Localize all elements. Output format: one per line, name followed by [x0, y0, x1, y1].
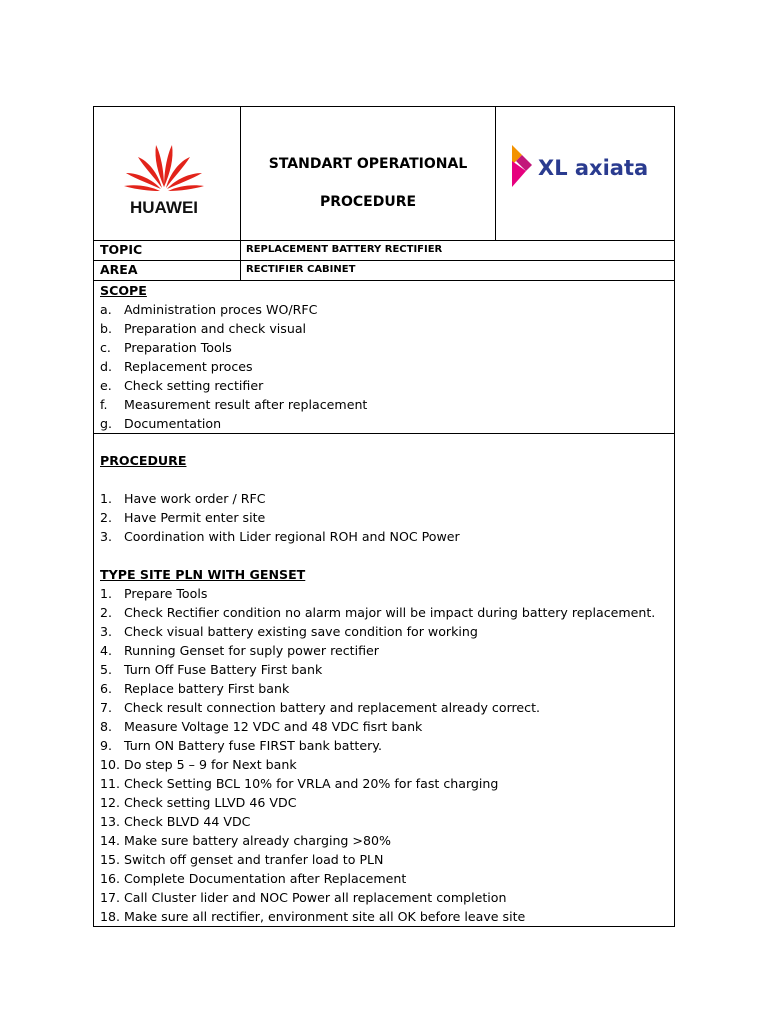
genset-list-item: [100, 736, 655, 755]
scope-list-item: [100, 300, 367, 319]
scope-list-item: [100, 414, 367, 433]
genset-list-item: [100, 622, 655, 641]
procedure-list-item: [100, 508, 655, 527]
list-marker: 2.: [100, 605, 113, 620]
list-text: Administration proces WO/RFC: [124, 302, 318, 317]
genset-list-item: [100, 793, 655, 812]
huawei-petals-icon: [124, 145, 204, 191]
list-text: Call Cluster lider and NOC Power all replacement completion: [124, 890, 507, 905]
area-label: AREA: [100, 262, 138, 277]
list-marker: 6.: [100, 681, 113, 696]
scope-list: [100, 281, 367, 433]
list-marker: 3.: [100, 624, 113, 639]
list-text: Preparation Tools: [124, 340, 232, 355]
document-title: [241, 107, 495, 241]
genset-heading: TYPE SITE PLN WITH GENSET: [100, 567, 306, 582]
area-row: [94, 261, 674, 281]
list-text: Check setting rectifier: [124, 378, 264, 393]
xl-mark-icon: [512, 145, 532, 187]
huawei-logo: [114, 129, 214, 219]
genset-list-item: [100, 755, 655, 774]
genset-list-item: [100, 660, 655, 679]
procedure-list-item: [100, 527, 655, 546]
procedure-list-item: [100, 489, 655, 508]
list-text: Switch off genset and tranfer load to PLN: [124, 852, 384, 867]
list-text: Check Rectifier condition no alarm major will be impact during battery replacement.: [124, 605, 656, 620]
list-marker: 2.: [100, 510, 113, 525]
divider: [495, 107, 496, 240]
genset-list-item: [100, 717, 655, 736]
list-text: Have work order / RFC: [124, 491, 266, 506]
huawei-wordmark: HUAWEI: [130, 198, 198, 217]
list-marker: 18.: [100, 909, 121, 924]
genset-list-item: [100, 850, 655, 869]
xl-axiata-logo: [508, 143, 658, 193]
genset-list-item: [100, 812, 655, 831]
list-text: Check result connection battery and replacement already correct.: [124, 700, 541, 715]
topic-row: [94, 241, 674, 261]
procedure-section: [100, 451, 655, 926]
list-marker: 1.: [100, 491, 113, 506]
topic-label: TOPIC: [100, 242, 143, 257]
list-text: Check visual battery existing save condition for working: [124, 624, 478, 639]
list-text: Have Permit enter site: [124, 510, 266, 525]
list-text: Complete Documentation after Replacement: [124, 871, 407, 886]
genset-list-item: [100, 907, 655, 926]
list-text: Replace battery First bank: [124, 681, 290, 696]
genset-list-item: [100, 641, 655, 660]
area-value: RECTIFIER CABINET: [246, 264, 356, 275]
scope-row: [94, 281, 674, 434]
list-text: Documentation: [124, 416, 222, 431]
list-marker: 13.: [100, 814, 121, 829]
list-marker: 9.: [100, 738, 113, 753]
list-marker: 10.: [100, 757, 121, 772]
scope-list-item: [100, 357, 367, 376]
list-text: Check BLVD 44 VDC: [124, 814, 251, 829]
sop-document: [93, 106, 675, 927]
list-text: Measurement result after replacement: [124, 397, 368, 412]
scope-list-item: [100, 376, 367, 395]
topic-value: REPLACEMENT BATTERY RECTIFIER: [246, 244, 443, 255]
procedure-heading: PROCEDURE: [100, 453, 187, 468]
scope-heading: SCOPE: [100, 283, 147, 298]
header-row: [94, 107, 674, 241]
genset-list-item: [100, 869, 655, 888]
list-marker: a.: [100, 302, 112, 317]
list-text: Prepare Tools: [124, 586, 208, 601]
list-marker: e.: [100, 378, 112, 393]
scope-list-item: [100, 338, 367, 357]
list-text: Coordination with Lider regional ROH and NOC Power: [124, 529, 460, 544]
list-text: Measure Voltage 12 VDC and 48 VDC fisrt bank: [124, 719, 423, 734]
genset-list-item: [100, 679, 655, 698]
list-marker: d.: [100, 359, 112, 374]
list-marker: 5.: [100, 662, 113, 677]
list-marker: 1.: [100, 586, 113, 601]
genset-list-item: [100, 774, 655, 793]
divider: [240, 241, 241, 260]
list-marker: 4.: [100, 643, 113, 658]
genset-list-item: [100, 698, 655, 717]
list-text: Make sure battery already charging >80%: [124, 833, 391, 848]
list-marker: c.: [100, 340, 111, 355]
xl-wordmark: XL axiata: [538, 156, 649, 180]
list-text: Do step 5 – 9 for Next bank: [124, 757, 297, 772]
genset-list-item: [100, 584, 655, 603]
list-text: Preparation and check visual: [124, 321, 307, 336]
list-marker: g.: [100, 416, 112, 431]
list-marker: 12.: [100, 795, 121, 810]
title-line-2: PROCEDURE: [319, 194, 417, 210]
list-text: Running Genset for suply power rectifier: [124, 643, 379, 658]
list-marker: 11.: [100, 776, 121, 791]
list-marker: 14.: [100, 833, 121, 848]
scope-list-item: [100, 395, 367, 414]
list-marker: 7.: [100, 700, 113, 715]
list-marker: 15.: [100, 852, 121, 867]
list-marker: b.: [100, 321, 112, 336]
list-marker: 8.: [100, 719, 113, 734]
list-text: Turn ON Battery fuse FIRST bank battery.: [124, 738, 382, 753]
genset-list-item: [100, 831, 655, 850]
genset-list-item: [100, 888, 655, 907]
genset-list-item: [100, 603, 655, 622]
list-marker: f.: [100, 397, 108, 412]
list-text: Check Setting BCL 10% for VRLA and 20% for fast charging: [124, 776, 499, 791]
list-text: Make sure all rectifier, environment site all OK before leave site: [124, 909, 526, 924]
list-text: Check setting LLVD 46 VDC: [124, 795, 297, 810]
list-text: Replacement proces: [124, 359, 253, 374]
list-marker: 3.: [100, 529, 113, 544]
scope-list-item: [100, 319, 367, 338]
list-marker: 16.: [100, 871, 121, 886]
list-text: Turn Off Fuse Battery First bank: [124, 662, 323, 677]
title-line-1: STANDART OPERATIONAL: [268, 156, 468, 172]
list-marker: 17.: [100, 890, 121, 905]
divider: [240, 261, 241, 280]
